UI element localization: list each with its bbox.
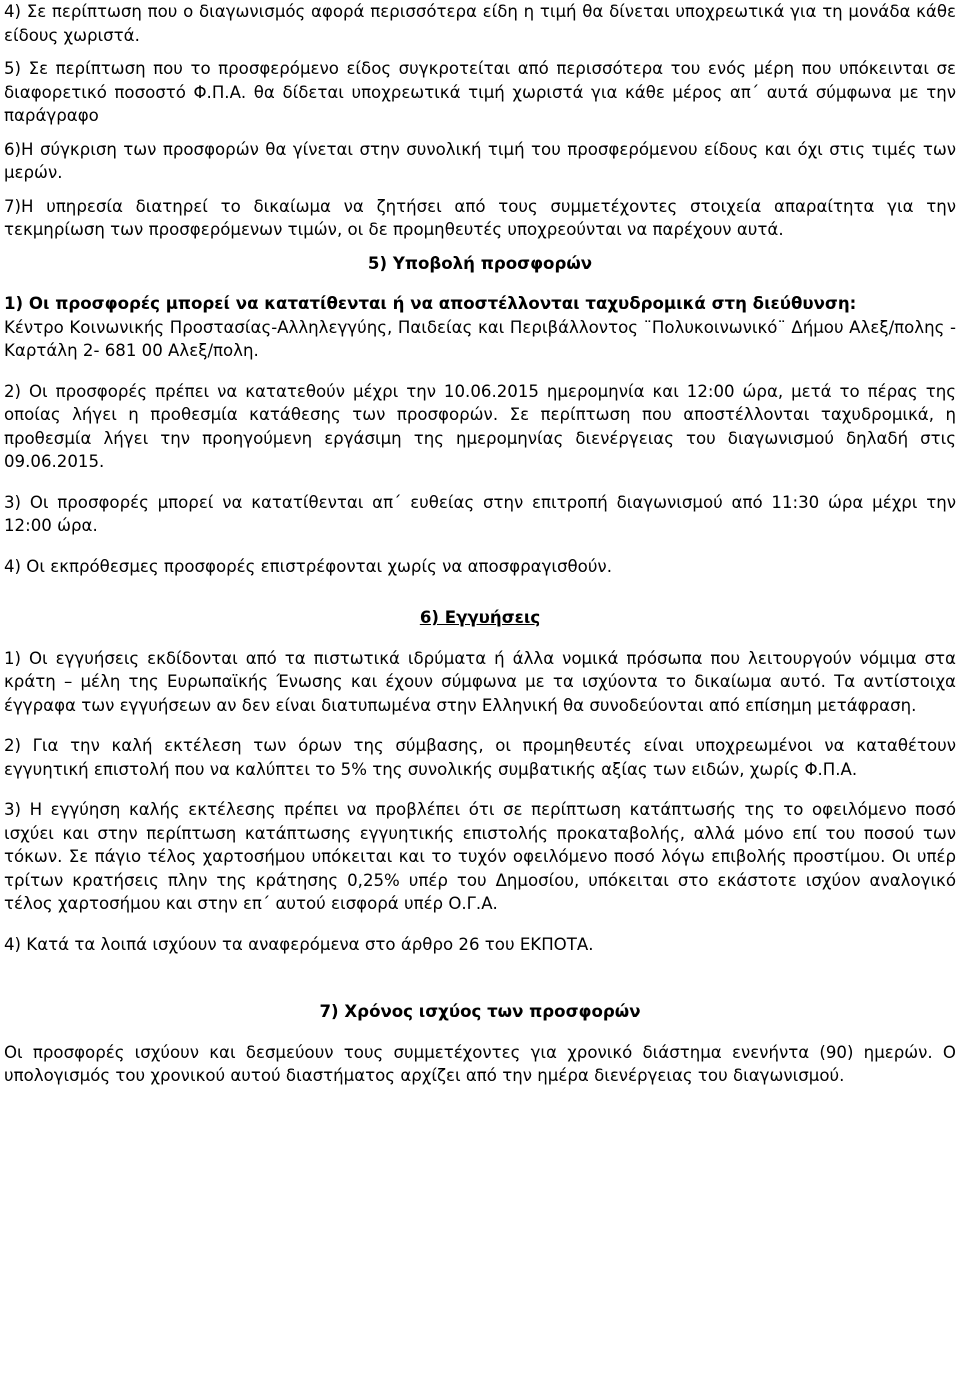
section-5-item-4: 4) Οι εκπρόθεσμες προσφορές επιστρέφονται χωρίς να αποσφραγισθούν. [4,556,612,576]
section-5-heading: 5) Υποβολή προσφορών [367,253,593,273]
section-5-item-1-heading: 1) Οι προσφορές μπορεί να κατατίθενται ή να αποστέλλονται ταχυδρομικά στη διεύθυνση: [4,294,857,313]
paragraph-tenders-5: 5) Σε περίπτωση που το προσφερόμενο είδος συγκροτείται από περισσότερα του ενός μέρη που υπόκεινται σε διαφορετικό ποσοστό Φ.Π.Α. θα δίδεται υποχρεωτικά τιμή χωριστά για κάθε μέρος απ΄ αυτά σύμφωνα με την παράγραφο [4,59,956,125]
document-page [4,0,956,1088]
section-5-item-3: 3) Οι προσφορές μπορεί να κατατίθενται απ΄ ευθείας στην επιτροπή διαγωνισμού από 11:30 ώρα μέχρι την 12:00 ώρα. [4,492,956,535]
section-6-item-1: 1) Οι εγγυήσεις εκδίδονται από τα πιστωτικά ιδρύματα ή άλλα νομικά πρόσωπα που λειτουργούν νόμιμα στα κράτη – μέλη της Ευρωπαϊκής Ένωσης και έχουν σύμφωνα με τα ισχύοντα το δικαίωμα αυτό. Τα αντίστοιχα έγγραφα των εγγυήσεων αν δεν είναι διατυπωμένα στην Ελληνική θα συνοδεύονται από επίσημη μετάφραση. [4,648,956,715]
section-6-item-4: 4) Κατά τα λοιπά ισχύουν τα αναφερόμενα στο άρθρο 26 του ΕΚΠΟΤΑ. [4,934,594,954]
section-7-heading: 7) Χρόνος ισχύος των προσφορών [319,1002,641,1021]
paragraph-tenders-6: 6)Η σύγκριση των προσφορών θα γίνεται στην συνολική τιμή του προσφερόμενου είδους και όχι στις τιμές των μερών. [4,139,956,182]
section-5-item-2: 2) Οι προσφορές πρέπει να κατατεθούν μέχρι την 10.06.2015 ημερομηνία και 12:00 ώρα, μετά το πέρας της οποίας λήγει η προθεσμία κατάθεσης των προσφορών. Σε περίπτωση που αποστέλλονται ταχυδρομικά, η προθεσμία λήγει την προηγούμενη εργάσιμη της ημερομηνίας διενέργειας του διαγωνισμού δηλαδή στις 09.06.2015. [4,381,956,471]
section-6-heading: 6) Εγγυήσεις [419,608,541,627]
section-6-item-2: 2) Για την καλή εκτέλεση των όρων της σύμβασης, οι προμηθευτές είναι υποχρεωμένοι να καταθέτουν εγγυητική επιστολή που να καλύπτει το 5% της συνολικής συμβατικής αξίας των ειδών, χωρίς Φ.Π.Α. [4,736,956,779]
section-7-body: Οι προσφορές ισχύουν και δεσμεύουν τους συμμετέχοντες για χρονικό διάστημα ενενήντα (90) ημερών. Ο υπολογισμός του χρονικού αυτού διαστήματος αρχίζει από την ημέρα διενέργειας του διαγωνισμού. [4,1042,956,1085]
paragraph-tenders-7: 7)Η υπηρεσία διατηρεί το δικαίωμα να ζητήσει από τους συμμετέχοντες στοιχεία απαραίτητα για την τεκμηρίωση των προσφερόμενων τιμών, οι δε προμηθευτές υποχρεούνται να παρέχουν αυτά. [4,196,956,239]
section-5-item-1-address: Κέντρο Κοινωνικής Προστασίας-Αλληλεγγύης, Παιδείας και Περιβάλλοντος ¨Πολυκοινωνικό¨ Δήμου Αλεξ/πολης - Καρτάλη 2- 681 00 Αλεξ/πολη. [4,317,956,360]
paragraph-tenders-4: 4) Σε περίπτωση που ο διαγωνισμός αφορά περισσότερα είδη η τιμή θα δίνεται υποχρεωτικά για τη μονάδα κάθε είδους χωριστά. [4,2,956,45]
section-6-item-3: 3) Η εγγύηση καλής εκτέλεσης πρέπει να προβλέπει ότι σε περίπτωση κατάπτωσής της το οφειλόμενο ποσό ισχύει και στην περίπτωση κατάπτωσης εγγυητικής επιστολής προκαταβολής, αλλά μόνο επί του ποσού των τόκων. Σε πάγιο τέλος χαρτοσήμου υπόκειται και το τυχόν οφειλόμενο ποσό λόγω επιβολής προστίμου. Οι υπέρ τρίτων κρατήσεις πλην της κράτησης 0,25% υπέρ του Δημοσίου, υπόκειται στο εκάστοτε ισχύον αναλογικό τέλος χαρτοσήμου και στην επ΄ αυτού εισφορά υπέρ Ο.Γ.Α. [4,800,956,913]
